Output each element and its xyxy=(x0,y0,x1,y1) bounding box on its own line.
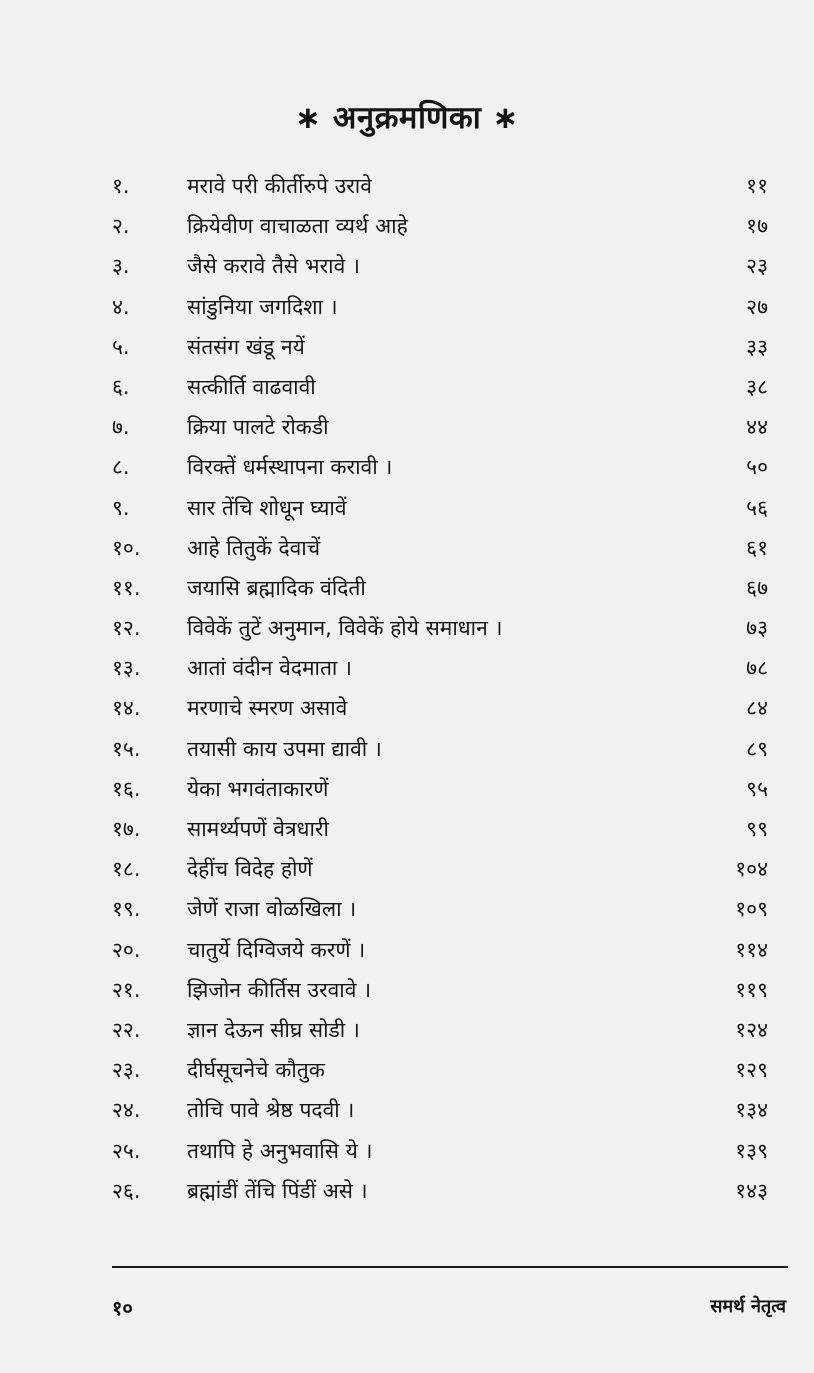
toc-entry-number: ३. xyxy=(112,254,130,279)
toc-entry-page: १२४ xyxy=(735,1017,768,1042)
toc-entry-number: १९. xyxy=(112,897,141,922)
toc-entry xyxy=(0,490,814,530)
toc-entry xyxy=(0,851,814,891)
toc-entry xyxy=(0,1133,814,1173)
toc-entry-title: विवेकें तुटें अनुमान, विवेकें होये समाधान । xyxy=(187,616,503,641)
toc-entry-page: १२९ xyxy=(735,1058,768,1083)
toc-entry-page: ९९ xyxy=(746,817,768,841)
toc-entry-number: १८. xyxy=(112,857,141,882)
toc-entry-title: तोचि पावे श्रेष्ठ पदवी । xyxy=(187,1098,355,1123)
toc-entry-title: येका भगवंताकारणें xyxy=(187,776,329,801)
toc-entry-page: २३ xyxy=(746,254,768,279)
toc-entry xyxy=(0,972,814,1012)
page-title: ∗ अनुक्रमणिका ∗ xyxy=(294,100,520,136)
toc-entry-number: ८. xyxy=(112,455,130,480)
toc-entry xyxy=(0,610,814,650)
toc-entry-title: मरावे परी कीर्तीरुपे उरावे xyxy=(187,174,372,198)
toc-entry xyxy=(0,208,814,248)
toc-entry-title: क्रिया पालटे रोकडी xyxy=(187,415,329,440)
toc-entry-page: १४३ xyxy=(735,1178,768,1203)
toc-entry xyxy=(0,530,814,570)
toc-entry-page: २७ xyxy=(746,294,768,319)
toc-entry-title: संतसंग खंडू नयें xyxy=(187,334,305,359)
toc-entry-page: ९५ xyxy=(746,776,768,801)
toc-entry xyxy=(0,168,814,208)
toc-entry-page: ३३ xyxy=(746,334,768,359)
toc-entry xyxy=(0,1052,814,1092)
toc-entry-title: सार तेंचि शोधून घ्यावें xyxy=(187,495,347,520)
toc-entry-number: १७. xyxy=(112,817,141,841)
toc-entry-number: २१. xyxy=(112,977,141,1002)
toc-entry-page: ११९ xyxy=(735,977,768,1002)
toc-entry-title: आतां वंदीन वेदमाता । xyxy=(187,656,353,681)
toc-entry xyxy=(0,248,814,288)
toc-entry-title: देहींच विदेह होणें xyxy=(187,857,313,882)
toc-entry-number: १४. xyxy=(112,696,141,721)
toc-entry xyxy=(0,289,814,329)
toc-entry xyxy=(0,570,814,610)
toc-entry-number: १. xyxy=(112,174,130,198)
toc-entry xyxy=(0,771,814,811)
toc-entry-number: ९. xyxy=(112,495,130,520)
toc-entry-page: १३९ xyxy=(735,1138,768,1163)
page-number: १० xyxy=(112,1296,133,1320)
toc-entry-title: मरणाचे स्मरण असावे xyxy=(187,696,348,721)
toc-entry-title: तयासी काय उपमा द्यावी । xyxy=(187,736,382,761)
toc-entry xyxy=(0,1092,814,1132)
toc-entry-title: चातुर्ये दिग्विजये करणें । xyxy=(187,937,366,962)
toc-entry xyxy=(0,731,814,771)
toc-entry-number: २०. xyxy=(112,937,141,962)
toc-entry xyxy=(0,690,814,730)
toc-entry-page: ३८ xyxy=(746,374,768,399)
footer-divider xyxy=(112,1266,788,1268)
toc-entry-title: तथापि हे अनुभवासि ये । xyxy=(187,1138,373,1163)
toc-entry-title: जैसे करावे तैसे भरावे । xyxy=(187,254,360,279)
toc-entry-number: १०. xyxy=(112,535,141,560)
table-of-contents xyxy=(0,168,814,1213)
toc-entry xyxy=(0,891,814,931)
toc-entry xyxy=(0,1012,814,1052)
toc-entry-page: ७८ xyxy=(746,656,768,681)
toc-entry-title: सामर्थ्यपणें वेत्रधारी xyxy=(187,817,329,841)
toc-entry-title: सत्कीर्ति वाढवावी xyxy=(187,374,316,399)
toc-entry-page: १०९ xyxy=(735,897,768,922)
toc-entry-title: क्रियेवीण वाचाळता व्यर्थ आहे xyxy=(187,214,408,239)
toc-entry-number: २५. xyxy=(112,1138,141,1163)
toc-entry-title: जयासि ब्रह्मादिक वंदिती xyxy=(187,575,366,600)
toc-entry-title: झिजोन कीर्तिस उरवावे । xyxy=(187,977,372,1002)
toc-entry-page: ११४ xyxy=(735,937,768,962)
toc-entry-number: २२. xyxy=(112,1017,141,1042)
toc-entry-page: ७३ xyxy=(746,616,768,641)
toc-entry-page: १३४ xyxy=(735,1098,768,1123)
toc-entry-page: ८४ xyxy=(746,696,768,721)
toc-entry xyxy=(0,932,814,972)
toc-entry-title: विरक्तें धर्मस्थापना करावी । xyxy=(187,455,393,480)
toc-entry xyxy=(0,369,814,409)
toc-entry-page: ४४ xyxy=(746,415,768,440)
toc-entry-page: ६७ xyxy=(746,575,768,600)
toc-entry-page: ११ xyxy=(746,174,768,198)
toc-entry-title: ज्ञान देऊन सीघ्र सोडी । xyxy=(187,1017,360,1042)
toc-entry xyxy=(0,1173,814,1213)
toc-entry-number: २३. xyxy=(112,1058,141,1083)
toc-entry-number: १३. xyxy=(112,656,141,681)
toc-entry-number: २. xyxy=(112,214,130,239)
toc-entry-title: ब्रह्मांडीं तेंचि पिंडीं असे । xyxy=(187,1178,368,1203)
toc-entry xyxy=(0,811,814,851)
toc-entry-number: ७. xyxy=(112,415,130,440)
toc-entry-number: १६. xyxy=(112,776,141,801)
toc-entry-page: ६१ xyxy=(746,535,768,560)
toc-entry-page: १०४ xyxy=(735,857,768,882)
toc-entry xyxy=(0,329,814,369)
book-title: समर्थ नेतृत्व xyxy=(710,1296,786,1317)
toc-entry-number: १५. xyxy=(112,736,141,761)
toc-entry-number: ६. xyxy=(112,374,130,399)
toc-entry-page: ५६ xyxy=(746,495,768,520)
toc-entry-title: दीर्घसूचनेचे कौतुक xyxy=(187,1058,325,1083)
toc-entry-title: जेणें राजा वोळखिला । xyxy=(187,897,357,922)
toc-entry-number: १२. xyxy=(112,616,141,641)
toc-entry-number: ११. xyxy=(112,575,141,600)
toc-entry-number: ५. xyxy=(112,334,130,359)
toc-entry xyxy=(0,449,814,489)
toc-entry-number: २४. xyxy=(112,1098,141,1123)
toc-entry-page: ५० xyxy=(746,455,768,480)
toc-entry-title: सांडुनिया जगदिशा । xyxy=(187,294,338,319)
toc-entry xyxy=(0,650,814,690)
toc-entry-number: ४. xyxy=(112,294,130,319)
toc-entry-number: २६. xyxy=(112,1178,141,1203)
toc-entry-page: १७ xyxy=(746,214,768,239)
toc-entry xyxy=(0,409,814,449)
toc-entry-page: ८९ xyxy=(746,736,768,761)
toc-entry-title: आहे तितुकें देवाचें xyxy=(187,535,321,560)
